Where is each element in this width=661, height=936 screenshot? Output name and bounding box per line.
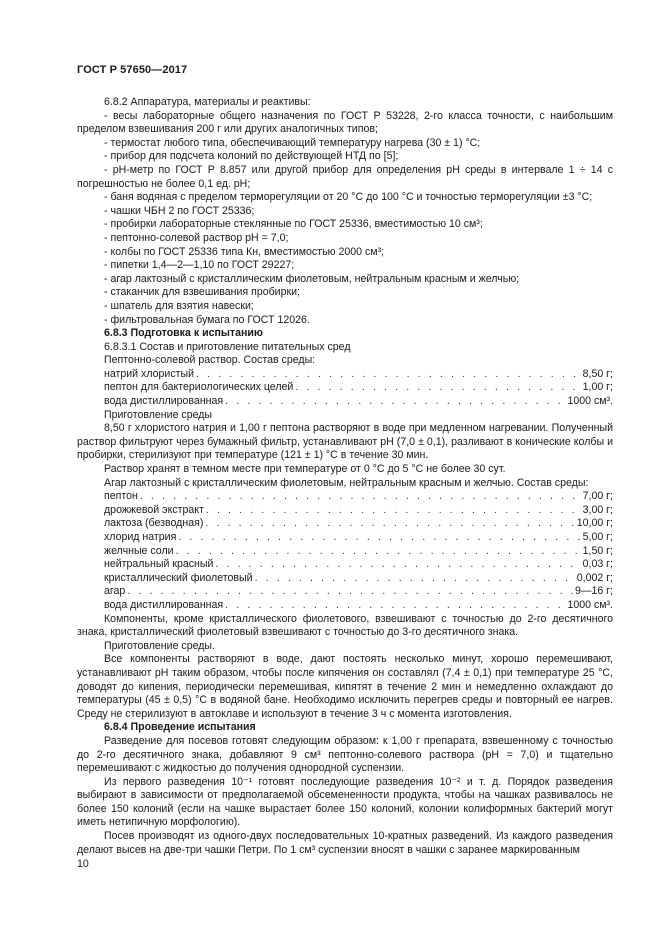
equipment-list [77, 110, 613, 328]
section-6-8-2-title: 6.8.2 Аппаратура, материалы и реактивы: [104, 96, 311, 108]
ingredient-amount: 0,03 г; [582, 558, 613, 571]
ingredient-name: натрий хлористый [104, 367, 195, 380]
composition-row [77, 585, 613, 599]
composition-row [77, 490, 613, 504]
equipment-item: - чашки ЧБН 2 по ГОСТ 25336; [104, 204, 255, 217]
section-6-8-4-title: 6.8.4 Проведение испытания [104, 721, 256, 734]
ingredient-name: пептон для бактериологических целей [104, 381, 294, 394]
composition-row [77, 599, 613, 613]
ingredient-amount: 1000 см³. [567, 598, 613, 611]
dot-leader [127, 585, 573, 599]
equipment-item: - пептонно-солевой раствор рН = 7,0; [104, 231, 289, 244]
ingredient-name: пептон [104, 490, 138, 503]
composition-row [77, 504, 613, 518]
composition-row [77, 381, 613, 395]
equipment-item: - рН-метр по ГОСТ Р 8.857 или другой прибор для определения рН среды в интервале 1 ÷ 14 с погрешностью не более 0,1 ед. рН; [77, 163, 613, 190]
ingredient-amount: 9—16 г; [574, 585, 613, 598]
solution2-title: Агар лактозный с кристаллическим фиолетовым, нейтральным красным и желчью. Состав среды: [104, 476, 589, 489]
ingredient-amount: 1000 см³. [567, 395, 613, 408]
composition-row [77, 558, 613, 572]
store-text: Раствор хранят в темном месте при температуре от 0 °С до 5 °С не более 30 сут. [104, 463, 506, 476]
ingredient-amount: 5,00 г; [582, 531, 613, 543]
dot-leader [225, 599, 565, 613]
dot-leader [196, 368, 581, 382]
equipment-item: - фильтровальная бумага по ГОСТ 12026. [104, 313, 310, 326]
equipment-item: - агар лактозный с кристаллическим фиолетовым, нейтральным красным и желчью; [104, 272, 520, 285]
ingredient-amount: 3,00 г; [582, 503, 613, 516]
section-6-8-3-title: 6.8.3 Подготовка к испытанию [104, 327, 263, 340]
ingredient-amount: 1,50 г; [582, 544, 613, 557]
solution1-composition [77, 368, 613, 409]
dot-leader [176, 545, 581, 559]
dot-leader [205, 517, 574, 531]
ingredient-name: кристаллический фиолетовый [104, 571, 253, 584]
prep1-text: 8,50 г хлористого натрия и 1,00 г пептона растворяют в воде при медленном нагревании. Полученный раствор фильтруют через бумажный фильтр, устанавливают рН (7,0 ± 0,1), разливают в конические колбы и пробирки, стерилизуют при температуре (121 ± 1) °С в течение 30 мин. [77, 422, 613, 462]
dot-leader [215, 558, 580, 572]
solution2-composition [77, 490, 613, 612]
composition-row [77, 531, 613, 545]
prep2-title: Приготовление среды. [104, 639, 215, 652]
document-body [77, 96, 613, 857]
dot-leader [140, 490, 581, 504]
equipment-item: - стаканчик для взвешивания пробирки; [104, 286, 300, 299]
equipment-item: - весы лабораторные общего назначения по ГОСТ Р 53228, 2-го класса точности, с наибольшим пределом взвешивания 200 г или других аналогичных типов; [77, 109, 613, 136]
test-paragraph-3: Посев производят из одного-двух последовательных 10-кратных разведений. Из каждого разведения делают высев на две-три чашки Петри. По 1 см³ суспензии вносят в чашки с заранее маркированным [77, 830, 613, 856]
composition-row [77, 395, 613, 409]
equipment-item: - пипетки 1,4—2—1,10 по ГОСТ 29227; [104, 259, 295, 272]
ingredient-name: лактоза (безводная) [104, 517, 204, 530]
dot-leader [206, 504, 581, 518]
prep2-text: Все компоненты растворяют в воде, дают постоять несколько минут, хорошо перемешивают, устанавливают рН таким образом, чтобы после кипячения он составлял (7,4 ± 0,1) при температуре 25 °С, доводят до кипения, периодически перемешивая, кипятят в течение 2 мин и немедленно охлаждают до температуры (45 ± 0,5) °С в водяной бане. Необходимо исключить перегрев среды и повторный ее нагрев. Среду не стерилизуют в автоклаве и используют в течение 3 ч с момента изготовления. [77, 653, 613, 720]
ingredient-name: хлорид натрия [104, 531, 177, 543]
dot-leader [255, 572, 575, 586]
ingredient-name: вода дистиллированная [104, 395, 224, 408]
dot-leader [225, 395, 565, 409]
test-paragraph-1: Разведение для посевов готовят следующим образом: к 1,00 г препарата, взвешенному с точностью до 2-го десятичного знака, добавляют 9 см³ пептонно-солевого раствора (рН = 7,0) и тщательно перемешивают с жидкостью до получения однородной суспензии. [77, 734, 613, 775]
dot-leader [295, 381, 580, 395]
ingredient-name: дрожжевой экстракт [104, 503, 204, 516]
ingredient-name: нейтральный красный [104, 558, 214, 571]
test-paragraph-2: Из первого разведения 10⁻¹ готовят последующие разведения 10⁻² и т. д. Порядок разведения выбирают в зависимости от предполагаемой обсемененности продукта, чтобы на чашках развивалось не более 150 колоний (если на чашке вырастает более 150 колоний, колонии колиформных бактерий могут иметь нетипичную морфологию). [77, 775, 613, 829]
ingredient-amount: 7,00 г; [582, 490, 613, 503]
solution1-title: Пептонно-солевой раствор. Состав среды: [104, 354, 316, 367]
equipment-item: - колбы по ГОСТ 25336 типа Кн, вместимостью 2000 см³; [104, 245, 385, 258]
equipment-item: - прибор для подсчета колоний по действующей НТД по [5]; [104, 150, 399, 163]
equipment-item: - пробирки лабораторные стеклянные по ГОСТ 25336, вместимостью 10 см³; [104, 218, 483, 231]
composition-row [77, 545, 613, 559]
composition-row [77, 368, 613, 382]
equipment-item: - термостат любого типа, обеспечивающий температуру нагрева (30 ± 1) °С; [104, 136, 481, 149]
document-header: ГОСТ Р 57650—2017 [77, 64, 188, 76]
dot-leader [178, 531, 580, 545]
ingredient-name: вода дистиллированная [104, 598, 224, 611]
equipment-item: - шпатель для взятия навески; [104, 299, 254, 312]
ingredient-amount: 1,00 г; [582, 381, 613, 394]
prep1-title: Приготовление среды [104, 408, 213, 421]
components-text: Компоненты, кроме кристаллического фиолетового, взвешивают с точностью до 2-го десятичного знака, кристаллический фиолетовый взвешивают с точностью до 3-го десятичного знака. [77, 612, 613, 639]
equipment-item: - баня водяная с пределом терморегуляции от 20 °С до 100 °С и точностью терморегуляции ±3 °С; [104, 191, 593, 204]
composition-row [77, 517, 613, 531]
ingredient-amount: 0,002 г; [576, 571, 613, 584]
section-6-8-3-1-title: 6.8.3.1 Состав и приготовление питательных сред [104, 340, 351, 353]
composition-row [77, 572, 613, 586]
ingredient-name: желчные соли [104, 544, 174, 557]
ingredient-name: агар [104, 585, 126, 598]
ingredient-amount: 8,50 г; [582, 367, 613, 380]
page-number: 10 [77, 858, 89, 870]
ingredient-amount: 10,00 г; [576, 517, 613, 530]
